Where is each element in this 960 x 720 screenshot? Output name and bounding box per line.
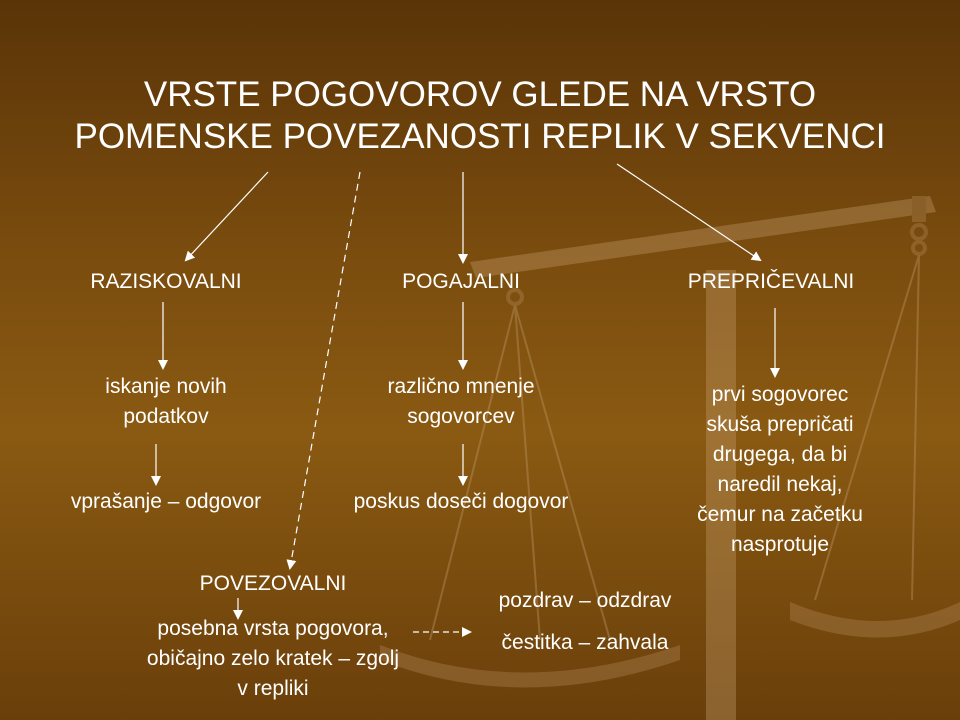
- pogajalni-example: poskus doseči dogovor: [353, 490, 569, 513]
- povezovalni-description: posebna vrsta pogovora, običajno zelo kratek – zgolj v repliki: [146, 617, 400, 700]
- prepricevalni-description: prvi sogovorec skuša prepričati drugega, da bi naredil nekaj, čemur na začetku nasprotuje: [697, 383, 863, 556]
- raziskovalni-example: vprašanje – odgovor: [70, 490, 262, 513]
- povezovalni-label: POVEZOVALNI: [199, 572, 347, 595]
- raziskovalni-label: RAZISKOVALNI: [90, 270, 242, 293]
- slide-title: [0, 74, 960, 158]
- pogajalni-description: različno mnenje sogovorcev: [387, 375, 535, 428]
- povezovalni-example-1: pozdrav – odzdrav: [498, 589, 672, 612]
- slide-title-line-2: POMENSKE POVEZANOSTI REPLIK V SEKVENCI: [74, 117, 886, 156]
- povezovalni-example-2: čestitka – zahvala: [501, 631, 669, 654]
- arrow-title-to-raziskovalni: [186, 172, 268, 260]
- prepricevalni-label: PREPRIČEVALNI: [687, 270, 855, 293]
- slide-title-line-1: VRSTE POGOVOROV GLEDE NA VRSTO: [143, 75, 817, 114]
- arrow-title-to-prepricevalni: [617, 164, 760, 260]
- raziskovalni-description: iskanje novih podatkov: [105, 375, 227, 428]
- pogajalni-label: POGAJALNI: [402, 270, 520, 293]
